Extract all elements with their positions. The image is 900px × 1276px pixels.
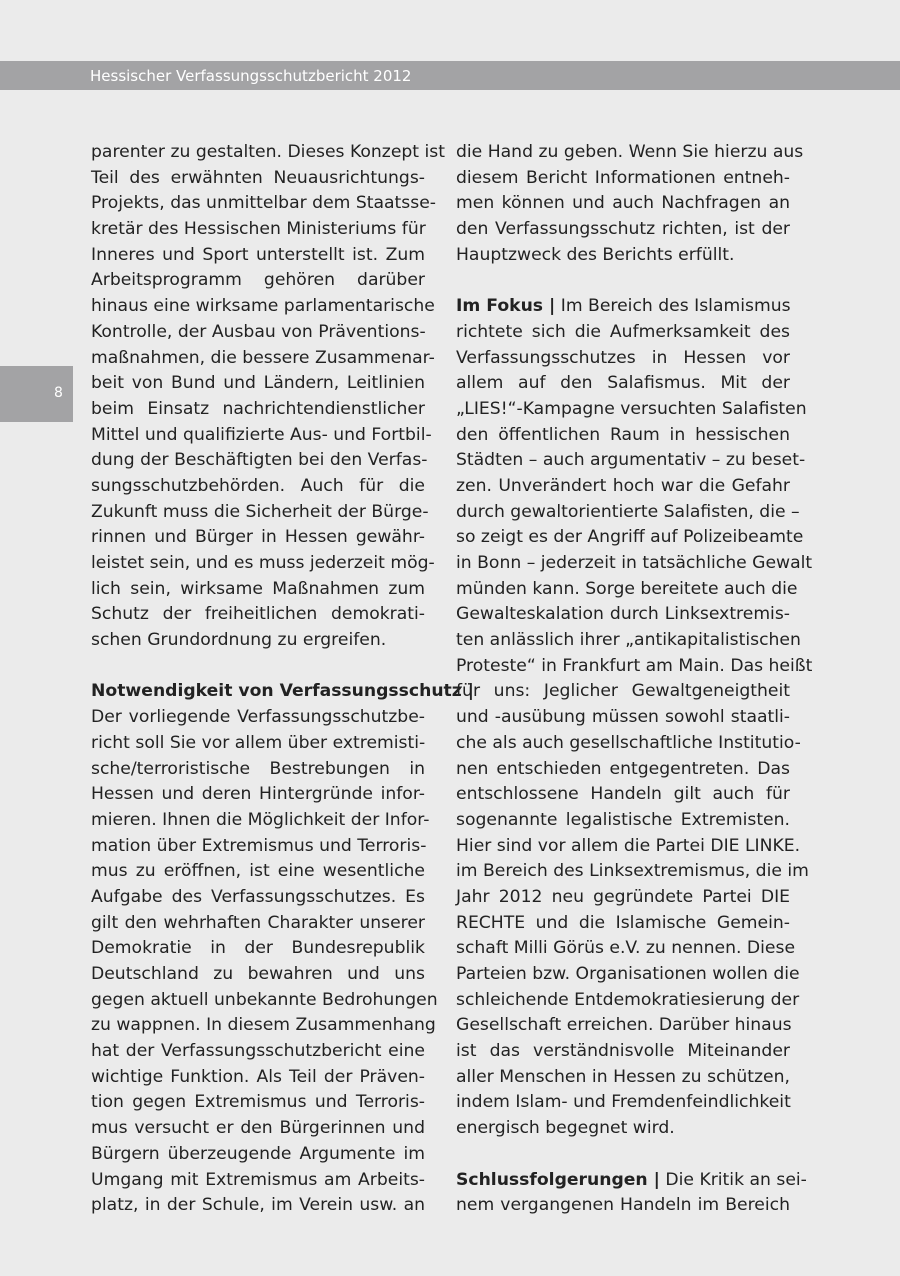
text-line (91, 294, 435, 320)
line-text: dung der Beschäftigten bei den Verfas- (91, 450, 428, 471)
text-line (91, 782, 425, 808)
text-line (456, 988, 800, 1014)
text-line (456, 346, 790, 372)
text-line (91, 346, 435, 372)
line-text: ten anlässlich ihrer „antikapitalistischen (456, 630, 801, 651)
text-line (91, 577, 425, 603)
line-text: münden kann. Sorge bereitete auch die (456, 578, 798, 599)
line-text: mation über Extremismus und Terroris- (91, 835, 427, 856)
line-text: men können und auch Nachfragen an (456, 193, 790, 214)
text-line (91, 808, 430, 834)
line-text: nen entschieden entgegentreten. Das (456, 758, 790, 779)
text-line (91, 885, 425, 911)
text-line (456, 243, 790, 269)
line-text: den Verfassungsschutz richten, ist der (456, 219, 790, 240)
line-text: zu wappnen. In diesem Zusammenhang (91, 1015, 436, 1036)
line-text: „LIES!“-Kampagne versuchten Salafisten (456, 398, 807, 419)
text-line (456, 1039, 790, 1065)
text-line (91, 705, 425, 731)
text-line (456, 397, 807, 423)
text-line (91, 1142, 425, 1168)
text-line (91, 371, 425, 397)
line-text: parenter zu gestalten. Dieses Konzept ist (91, 142, 445, 162)
text-line (91, 243, 425, 269)
text-line (91, 602, 425, 628)
text-line (91, 1090, 425, 1116)
line-text: Teil des erwähnten Neuausrichtungs- (91, 167, 425, 188)
line-text: maßnahmen, die bessere Zusammenar- (91, 347, 435, 368)
line-text: im Bereich des Linksextremismus, die im (456, 861, 809, 882)
line-text: richt soll Sie vor allem über extremisti- (91, 732, 426, 753)
line-text: Gewalteskalation durch Linksextremis- (456, 604, 790, 625)
line-text: Projekts, das unmittelbar dem Staatsse- (91, 193, 436, 214)
line-text: entschlossene Handeln gilt auch für (456, 784, 790, 805)
line-text: Aufgabe des Verfassungsschutzes. Es (91, 886, 425, 907)
line-text: Proteste“ in Frankfurt am Main. Das heißt (456, 655, 813, 676)
text-line (91, 268, 425, 294)
line-text: Umgang mit Extremismus am Arbeits- (91, 1169, 425, 1190)
text-line (91, 397, 425, 423)
line-text: so zeigt es der Angriff auf Polizeibeamte (456, 527, 804, 548)
line-text: diesem Bericht Informationen entneh- (456, 167, 790, 188)
line-text: indem Islam- und Fremdenfeindlichkeit (456, 1092, 791, 1113)
text-line (91, 988, 438, 1014)
line-text: Im Bereich des Islamismus (555, 296, 791, 317)
line-text: nem vergangenen Handeln im Bereich (456, 1195, 790, 1216)
text-line (456, 1168, 807, 1194)
line-text: hinaus eine wirksame parlamentarische (91, 296, 435, 317)
text-line (91, 140, 445, 166)
text-line (456, 191, 790, 217)
text-line (91, 448, 428, 474)
line-text: Städten – auch argumentativ – zu beset- (456, 450, 806, 471)
line-text: den öffentlichen Raum in hessischen (456, 424, 790, 445)
text-line (456, 731, 801, 757)
text-line (91, 679, 475, 705)
line-text: Parteien bzw. Organisationen wollen die (456, 964, 800, 984)
line-text: energisch begegnet wird. (456, 1118, 675, 1139)
text-line (91, 423, 432, 449)
text-line (91, 320, 425, 346)
text-line (456, 1013, 790, 1039)
line-text: Die Kritik an sei- (659, 1169, 807, 1190)
line-text: sche/terroristische Bestrebungen in (91, 758, 425, 779)
line-text: in Bonn – jederzeit in tatsächliche Gewalt (456, 553, 813, 573)
text-line (456, 140, 804, 166)
text-line (456, 885, 790, 911)
line-text: Zukunft muss die Sicherheit der Bürge- (91, 501, 429, 522)
line-text: Hier sind vor allem die Partei DIE LINKE. (456, 835, 801, 856)
text-line (91, 757, 425, 783)
text-line (91, 911, 425, 937)
page-number: 8 (54, 385, 63, 401)
line-text: Kontrolle, der Ausbau von Präventions- (91, 321, 426, 342)
left-text-column (91, 140, 475, 1219)
line-text: Demokratie in der Bundesrepublik (91, 938, 425, 959)
text-line (456, 371, 790, 397)
text-line (456, 423, 790, 449)
line-text: wichtige Funktion. Als Teil der Präven- (91, 1066, 425, 1087)
line-text: durch gewaltorientierte Salafisten, die – (456, 501, 800, 522)
line-text: rinnen und Bürger in Hessen gewähr- (91, 527, 425, 548)
line-text: die Hand zu geben. Wenn Sie hierzu aus (456, 142, 804, 162)
text-line (456, 757, 790, 783)
text-line (91, 731, 425, 757)
text-line (456, 628, 801, 654)
text-line (91, 525, 425, 551)
line-text: platz, in der Schule, im Verein usw. an (91, 1195, 425, 1216)
text-line (91, 166, 425, 192)
line-text: Hessen und deren Hintergründe infor- (91, 784, 425, 805)
text-line (456, 679, 790, 705)
text-line (91, 962, 425, 988)
text-line (91, 1039, 425, 1065)
text-line (456, 936, 796, 962)
line-text: Deutschland zu bewahren und uns (91, 964, 425, 984)
running-header-title: Hessischer Verfassungsschutzbericht 2012 (90, 67, 412, 85)
text-line (456, 705, 790, 731)
line-text: aller Menschen in Hessen zu schützen, (456, 1066, 790, 1087)
line-text: mieren. Ihnen die Möglichkeit der Infor- (91, 809, 430, 830)
text-line (456, 782, 790, 808)
text-line (91, 1168, 425, 1194)
text-line (456, 500, 800, 526)
line-text: kretär des Hessischen Ministeriums für (91, 219, 426, 240)
paragraph-gap (456, 1142, 790, 1168)
text-line (456, 808, 790, 834)
line-text: Hauptzweck des Berichts erfüllt. (456, 244, 735, 265)
text-line (456, 834, 801, 860)
text-line (456, 1116, 790, 1142)
line-text: sungsschutzbehörden. Auch für die (91, 475, 425, 496)
line-text: Gesellschaft erreichen. Darüber hinaus (456, 1015, 792, 1036)
text-line (91, 936, 425, 962)
text-line (91, 1013, 436, 1039)
section-heading: Notwendigkeit von Verfassungsschutz | (91, 681, 475, 702)
right-text-column (456, 140, 813, 1219)
line-text: schen Grundordnung zu ergreifen. (91, 630, 387, 651)
text-line (456, 448, 806, 474)
page-number-tab (0, 366, 73, 422)
line-text: richtete sich die Aufmerksamkeit des (456, 321, 790, 342)
paragraph-gap (91, 654, 425, 680)
line-text: und -ausübung müssen sowohl staatli- (456, 707, 790, 728)
text-line (91, 191, 436, 217)
section-heading: Schlussfolgerungen | (456, 1169, 660, 1190)
line-text: mus zu eröffnen, ist eine wesentliche (91, 861, 425, 882)
text-line (456, 1090, 790, 1116)
text-line (91, 1193, 425, 1219)
line-text: Arbeitsprogramm gehören darüber (91, 270, 425, 291)
text-line (91, 474, 425, 500)
line-text: Der vorliegende Verfassungsschutzbe- (91, 707, 425, 728)
line-text: Mittel und qualifizierte Aus- und Fortbil- (91, 424, 432, 445)
text-line (91, 834, 425, 860)
text-line (456, 1193, 790, 1219)
text-line (456, 166, 790, 192)
text-line (456, 577, 798, 603)
line-text: che als auch gesellschaftliche Institutio- (456, 732, 801, 753)
line-text: schleichende Entdemokratiesierung der (456, 989, 800, 1010)
line-text: sogenannte legalistische Extremisten. (456, 809, 790, 830)
line-text: gilt den wehrhaften Charakter unserer (91, 912, 425, 933)
line-text: zen. Unverändert hoch war die Gefahr (456, 475, 790, 496)
line-text: beit von Bund und Ländern, Leitlinien (91, 373, 425, 394)
line-text: Schutz der freiheitlichen demokrati- (91, 604, 425, 625)
text-line (91, 551, 435, 577)
text-line (456, 1065, 790, 1091)
line-text: leistet sein, und es muss jederzeit mög- (91, 553, 435, 573)
line-text: allem auf den Salafismus. Mit der (456, 373, 790, 394)
line-text: gegen aktuell unbekannte Bedrohungen (91, 989, 438, 1010)
text-line (91, 217, 425, 243)
line-text: tion gegen Extremismus und Terroris- (91, 1092, 425, 1113)
line-text: Jahr 2012 neu gegründete Partei DIE (456, 886, 790, 907)
line-text: RECHTE und die Islamische Gemein- (456, 912, 790, 933)
text-line (456, 217, 790, 243)
line-text: Bürgern überzeugende Argumente im (91, 1143, 425, 1164)
header-bar (0, 61, 900, 90)
line-text: beim Einsatz nachrichtendienstlicher (91, 398, 425, 419)
line-text: ist das verständnisvolle Miteinander (456, 1041, 790, 1062)
text-line (456, 962, 800, 988)
text-line (456, 294, 790, 320)
text-line (91, 1116, 425, 1142)
text-line (456, 654, 813, 680)
line-text: schaft Milli Görüs e.V. zu nennen. Diese (456, 938, 796, 959)
paragraph-gap (456, 268, 790, 294)
text-line (91, 628, 425, 654)
line-text: mus versucht er den Bürgerinnen und (91, 1118, 425, 1139)
text-line (91, 859, 425, 885)
text-line (456, 474, 790, 500)
line-text: lich sein, wirksame Maßnahmen zum (91, 578, 425, 599)
text-line (456, 859, 809, 885)
text-line (91, 1065, 425, 1091)
text-line (456, 551, 813, 577)
text-line (456, 911, 790, 937)
line-text: Inneres und Sport unterstellt ist. Zum (91, 244, 425, 265)
section-heading: Im Fokus | (456, 296, 556, 317)
line-text: Verfassungsschutzes in Hessen vor (456, 347, 790, 368)
line-text: hat der Verfassungsschutzbericht eine (91, 1041, 425, 1062)
text-line (456, 320, 790, 346)
text-line (456, 525, 804, 551)
text-line (456, 602, 790, 628)
text-line (91, 500, 429, 526)
line-text: für uns: Jeglicher Gewaltgeneigtheit (456, 681, 790, 702)
